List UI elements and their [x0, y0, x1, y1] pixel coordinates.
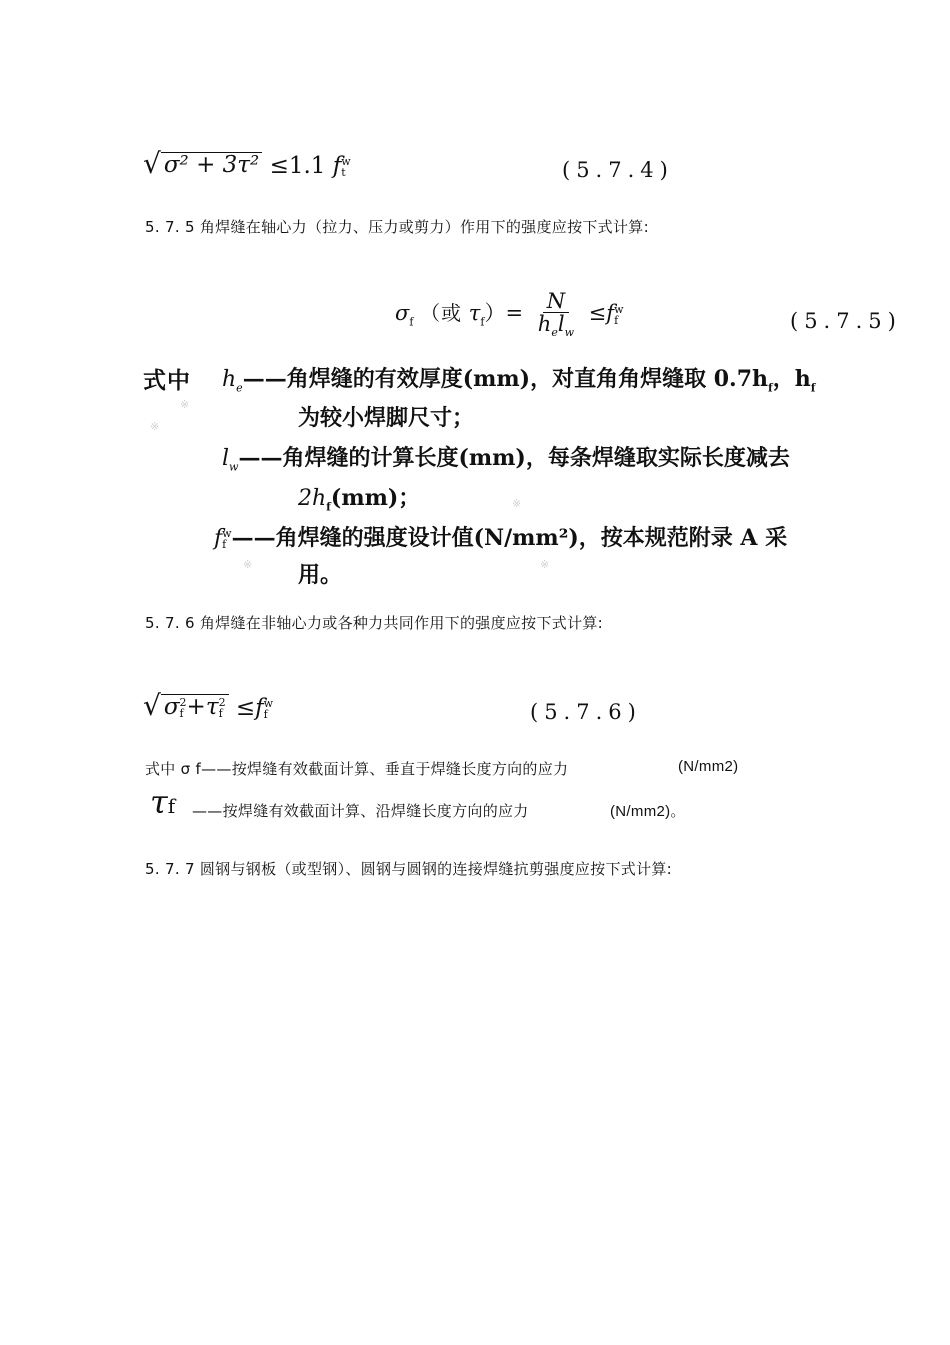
- tau-sup: 2: [218, 695, 226, 709]
- radicand: [161, 694, 229, 720]
- scan-speck: ※: [150, 420, 160, 433]
- rhs-f: f: [606, 301, 615, 326]
- sigma-sub: f: [409, 315, 414, 329]
- def-line1: ——角焊缝的计算长度(mm)，每条焊缝取实际长度减去: [238, 445, 790, 471]
- formula-5-7-5: [395, 290, 623, 339]
- sqrt-expression: [143, 689, 229, 722]
- sigma: σ: [395, 301, 410, 326]
- sqrt-expression: [143, 147, 262, 180]
- def-var-sup: w: [222, 527, 232, 540]
- numerator: N: [543, 290, 569, 313]
- definition-lw-line2: [298, 481, 420, 513]
- formula-5-7-4: [143, 147, 351, 180]
- denominator: [534, 313, 578, 339]
- clause-5-7-5: 5. 7. 5 角焊缝在轴心力（拉力、压力或剪力）作用下的强度应按下式计算:: [145, 218, 649, 236]
- scan-speck: ※: [243, 558, 253, 571]
- rhs-sub: f: [614, 313, 619, 327]
- tau-symbol: τ: [150, 783, 168, 821]
- note-tau: ——按焊缝有效截面计算、沿焊缝长度方向的应力: [192, 802, 529, 820]
- def-var: f: [214, 526, 223, 551]
- scan-speck: ※: [540, 558, 550, 571]
- den-h-sub: e: [551, 326, 558, 340]
- equation-number-5-7-4: (5.7.4): [562, 158, 674, 182]
- def-line1-tail-sub: f: [810, 381, 816, 395]
- definition-lw: [222, 441, 790, 473]
- tau: τ: [468, 301, 481, 326]
- rhs-f: f: [255, 695, 264, 721]
- formula-5-7-6: [143, 689, 274, 722]
- relation: ≤: [235, 695, 256, 721]
- definition-he-line2: 为较小焊脚尺寸；: [298, 405, 475, 431]
- note-tau-unit: (N/mm2)。: [610, 803, 686, 820]
- rhs-sup: w: [614, 302, 624, 316]
- fraction: [534, 290, 578, 339]
- rhs-f: f: [332, 153, 342, 179]
- relation: ≤1.1: [269, 153, 326, 179]
- sigma-sup: 2: [179, 695, 187, 709]
- plus: +: [186, 693, 206, 720]
- scan-speck: ※: [512, 497, 522, 510]
- tau-sub: f: [480, 315, 485, 329]
- sigma: σ: [163, 693, 180, 720]
- def-var-sub: e: [236, 381, 243, 395]
- def-line2-sub: f: [326, 500, 331, 514]
- def-line1-tail: ，h: [772, 366, 811, 392]
- def-var-sub: w: [229, 460, 239, 474]
- sqrt-sign: √: [143, 689, 161, 722]
- def-line2-pre: 2h: [298, 486, 327, 511]
- clause-5-7-7: 5. 7. 7 圆钢与钢板（或型钢）、圆钢与圆钢的连接焊缝抗剪强度应按下式计算:: [145, 860, 673, 878]
- tau-symbol-sub: f: [167, 794, 176, 818]
- den-l-sub: w: [564, 326, 574, 340]
- definition-he: [222, 362, 815, 394]
- equation-number-5-7-5: (5.7.5): [790, 309, 902, 333]
- clause-5-7-6: 5. 7. 6 角焊缝在非轴心力或各种力共同作用下的强度应按下式计算:: [145, 614, 604, 632]
- note-sigma-unit: (N/mm2): [678, 758, 739, 775]
- or-text: （或: [420, 301, 463, 326]
- def-line2-post: (mm)；: [330, 485, 421, 511]
- den-l: l: [557, 312, 565, 337]
- relation: ≤: [588, 301, 607, 326]
- rhs-sub: t: [341, 166, 346, 179]
- def-line1: ——角焊缝的强度设计值(N/mm²)，按本规范附录 A 采: [231, 525, 788, 551]
- definition-fw-line2: 用。: [298, 562, 343, 588]
- def-var-sub: f: [222, 538, 227, 551]
- close-eq: ）=: [484, 301, 524, 326]
- def-line1: ——角焊缝的有效厚度(mm)，对直角角焊缝取 0.7h: [242, 366, 768, 392]
- def-var: h: [222, 367, 237, 392]
- den-h: h: [537, 312, 552, 337]
- sigma-sub: f: [179, 706, 184, 720]
- radicand: σ² + 3τ²: [161, 152, 262, 178]
- rhs-sup: w: [341, 155, 351, 168]
- note-tau-symbol: [150, 783, 175, 821]
- sqrt-sign: √: [143, 147, 161, 180]
- definition-fw: [214, 521, 787, 552]
- rhs-sub: f: [263, 708, 268, 721]
- def-var: l: [222, 446, 230, 471]
- def-line1-sub: f: [768, 381, 773, 395]
- equation-number-5-7-6: (5.7.6): [530, 700, 642, 724]
- tau-sub: f: [218, 706, 223, 720]
- note-sigma: 式中 σ f——按焊缝有效截面计算、垂直于焊缝长度方向的应力: [145, 760, 569, 778]
- where-label: 式中: [143, 367, 191, 394]
- tau: τ: [205, 693, 219, 720]
- scan-speck: ※: [180, 398, 190, 411]
- rhs-sup: w: [263, 697, 274, 710]
